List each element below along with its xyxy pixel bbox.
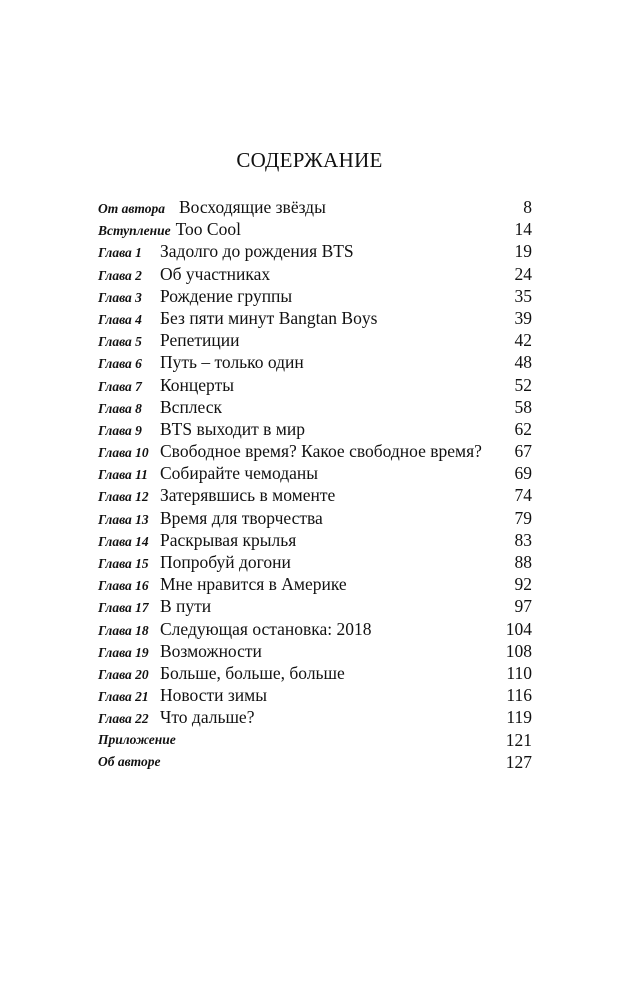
toc-label: Приложение: [98, 731, 176, 747]
toc-label: Глава 21: [98, 689, 149, 705]
toc-page-number: 88: [514, 552, 532, 572]
toc-page-number: 108: [505, 640, 532, 661]
table-of-contents: [98, 196, 532, 773]
toc-label: Глава 5: [98, 334, 142, 350]
toc-label: Глава 10: [98, 445, 149, 461]
toc-label: Глава 9: [98, 422, 142, 438]
toc-row-chapter-20[interactable]: [98, 662, 532, 684]
toc-page-number: 62: [514, 418, 532, 439]
toc-page-number: 67: [514, 441, 532, 462]
toc-title: Too Cool: [175, 219, 241, 240]
toc-label: Об авторе: [98, 753, 161, 769]
toc-title: Восходящие звёзды: [178, 197, 326, 217]
toc-label: Глава 11: [98, 467, 148, 483]
toc-page-number: 52: [514, 374, 532, 395]
toc-title: Следующая остановка: 2018: [160, 618, 372, 639]
toc-row-appendix[interactable]: [98, 729, 532, 751]
toc-title: Путь – только один: [160, 352, 304, 373]
toc-label: Глава 15: [98, 556, 149, 571]
toc-title: Мне нравится в Америке: [160, 574, 347, 595]
toc-label: Вступление: [98, 223, 171, 239]
toc-label: От автора: [98, 201, 165, 216]
toc-row-chapter-14[interactable]: [98, 529, 532, 551]
page-title: СОДЕРЖАНИЕ: [236, 148, 383, 172]
toc-row-chapter-8[interactable]: [98, 396, 532, 418]
toc-title: Без пяти минут Bangtan Boys: [160, 307, 378, 328]
toc-page-number: 42: [514, 330, 532, 351]
toc-label: Глава 4: [98, 311, 142, 327]
toc-title: BTS выходит в мир: [160, 418, 305, 439]
toc-row-chapter-2[interactable]: [98, 263, 532, 285]
toc-title: В пути: [160, 596, 212, 617]
toc-label: Глава 8: [98, 400, 142, 416]
toc-title: Рождение группы: [160, 285, 293, 306]
toc-page-number: 119: [506, 707, 532, 728]
toc-title: Всплеск: [160, 396, 223, 417]
toc-row-chapter-18[interactable]: [98, 618, 532, 640]
toc-title: Затерявшись в моменте: [160, 485, 336, 506]
toc-page-number: 92: [514, 574, 532, 595]
toc-row-chapter-19[interactable]: [98, 640, 532, 662]
toc-label: Глава 6: [98, 356, 142, 372]
toc-label: Глава 18: [98, 622, 149, 638]
toc-row-introduction[interactable]: [98, 218, 532, 240]
toc-row-chapter-6[interactable]: [98, 351, 532, 373]
toc-label: Глава 19: [98, 644, 149, 660]
toc-row-chapter-4[interactable]: [98, 307, 532, 329]
toc-row-chapter-21[interactable]: [98, 684, 532, 706]
toc-page-number: 97: [514, 596, 532, 617]
toc-page-number: 69: [514, 463, 532, 484]
toc-row-chapter-3[interactable]: [98, 285, 532, 307]
toc-title: Свободное время? Какое свободное время?: [160, 441, 482, 462]
toc-page-number: 74: [514, 485, 532, 506]
toc-page-number: 35: [514, 285, 532, 306]
toc-row-chapter-12[interactable]: [98, 484, 532, 506]
toc-row-chapter-16[interactable]: [98, 573, 532, 595]
toc-page-number: 83: [514, 529, 532, 550]
toc-label: Глава 12: [98, 489, 149, 505]
toc-page-number: 58: [514, 396, 532, 417]
toc-row-chapter-7[interactable]: [98, 374, 532, 396]
toc-title: Больше, больше, больше: [160, 662, 345, 683]
toc-page-number: 116: [506, 685, 532, 706]
toc-label: Глава 1: [98, 245, 142, 261]
toc-title: Концерты: [160, 374, 234, 395]
toc-title: Время для творчества: [160, 507, 323, 528]
toc-row-chapter-1[interactable]: [98, 240, 532, 262]
toc-row-chapter-11[interactable]: [98, 462, 532, 484]
toc-title: Возможности: [160, 640, 262, 661]
toc-title: Задолго до рождения BTS: [160, 241, 354, 262]
toc-page-number: 8: [523, 197, 532, 217]
toc-title: Новости зимы: [160, 685, 267, 706]
toc-row-chapter-15[interactable]: [98, 551, 532, 573]
toc-page-number: 110: [506, 662, 532, 683]
toc-page-number: 48: [514, 352, 532, 373]
toc-page-number: 104: [505, 618, 532, 639]
toc-label: Глава 22: [98, 711, 149, 727]
toc-title: Собирайте чемоданы: [160, 463, 319, 484]
toc-title: Что дальше?: [160, 707, 255, 728]
toc-row-chapter-13[interactable]: [98, 507, 532, 529]
toc-label: Глава 7: [98, 378, 142, 394]
toc-row-about-author[interactable]: [98, 751, 532, 773]
toc-page-number: 39: [514, 307, 532, 328]
toc-title: Об участниках: [160, 263, 271, 284]
toc-row-chapter-5[interactable]: [98, 329, 532, 351]
toc-row-chapter-17[interactable]: [98, 595, 532, 617]
toc-title: Раскрывая крылья: [160, 529, 297, 550]
toc-page-number: 14: [514, 219, 532, 240]
toc-label: Глава 3: [98, 289, 142, 305]
toc-page-number: 121: [505, 729, 532, 750]
toc-label: Глава 17: [98, 600, 149, 616]
toc-page-number: 19: [514, 241, 532, 262]
toc-page-number: 79: [514, 507, 532, 528]
toc-page-number: 127: [505, 751, 532, 772]
toc-row-chapter-22[interactable]: [98, 706, 532, 728]
toc-row-author-foreword[interactable]: [98, 196, 532, 218]
toc-label: Глава 14: [98, 533, 149, 549]
toc-row-chapter-10[interactable]: [98, 440, 532, 462]
toc-label: Глава 16: [98, 578, 149, 594]
toc-title: Репетиции: [160, 330, 240, 351]
toc-label: Глава 20: [98, 666, 149, 682]
toc-label: Глава 2: [98, 267, 142, 283]
toc-row-chapter-9[interactable]: [98, 418, 532, 440]
toc-title: Попробуй догони: [160, 552, 291, 572]
toc-page-number: 24: [514, 263, 532, 284]
toc-label: Глава 13: [98, 511, 149, 527]
